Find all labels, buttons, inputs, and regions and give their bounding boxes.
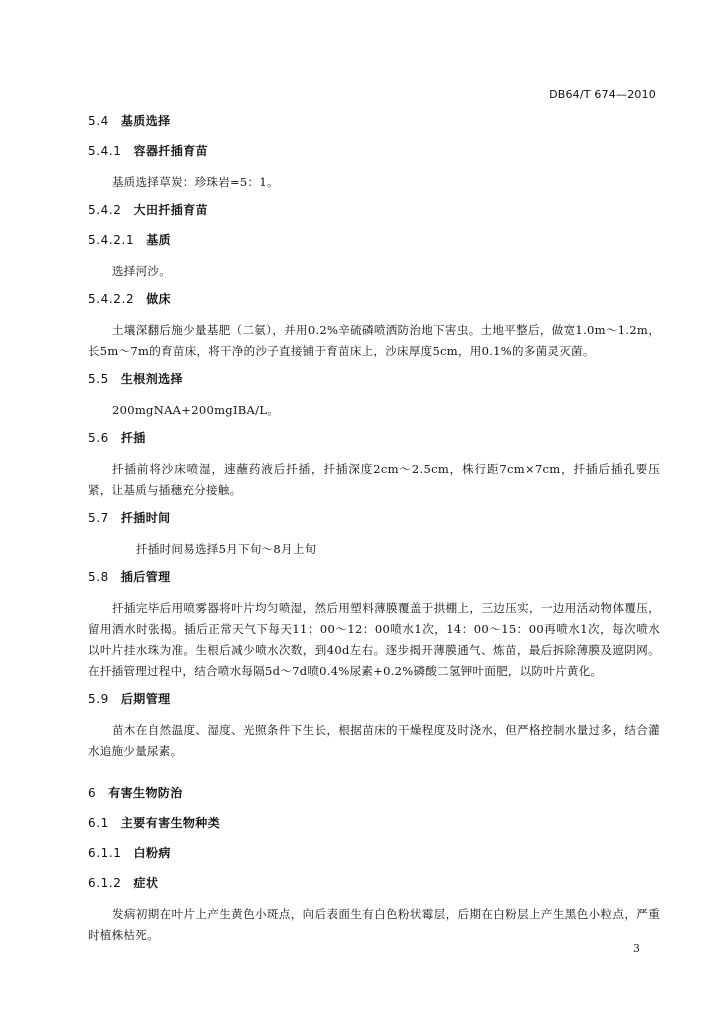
section-heading [88, 784, 660, 802]
section-title: 基质 [146, 233, 171, 247]
section-heading [88, 844, 660, 862]
section-number: 6.1.2 [88, 876, 122, 890]
section-title: 容器扦插育苗 [133, 144, 208, 158]
section-title: 扦插 [120, 431, 146, 445]
section-heading [88, 201, 660, 219]
paragraph: 基质选择草炭：珍珠岩=5：1。 [112, 175, 279, 189]
section-title: 有害生物防治 [108, 786, 183, 800]
section-heading [88, 814, 660, 832]
section-title: 症状 [133, 876, 159, 890]
section-heading [88, 112, 660, 130]
section-title: 白粉病 [133, 846, 171, 860]
section-heading [88, 290, 660, 308]
paragraph: 扦插完毕后用喷雾器将叶片均匀喷湿，然后用塑料薄膜覆盖于拱棚上，三边压实，一边用活动物体覆压，留用洒水时张揭。插后正常天气下每天11：00～12：00喷水1次，14：00～15：00再喷水1次，每次喷水以叶片挂水珠为准。生根后减少喷水次数，到40d左右。逐步揭开薄膜通气、炼苗，最后拆除薄膜及遮阴网。在扦插管理过程中，结合喷水每隔5d～7d喷0.4%尿素+0.2%磷酸二氢钾叶面肥，以防叶片黄化。 [88, 601, 660, 678]
section-title: 做床 [146, 292, 171, 306]
section-heading [88, 690, 660, 708]
section-title: 大田扦插育苗 [133, 203, 208, 217]
section-heading [88, 568, 660, 586]
section-heading [88, 509, 660, 527]
section-number: 5.4.2.1 [88, 233, 135, 247]
section-title: 主要有害生物种类 [120, 816, 221, 830]
section-number: 6.1.1 [88, 846, 122, 860]
paragraph: 扦插前将沙床喷湿，速蘸药液后扦插，扦插深度2cm～2.5cm，株行距7cm×7cm，扦插后插孔要压紧，让基质与插穗充分接触。 [88, 462, 660, 497]
section-heading [88, 142, 660, 160]
paragraph: 土壤深翻后施少量基肥（二氨），并用0.2%辛硫磷喷洒防治地下害虫。土地平整后，做宽1.0m～1.2m，长5m～7m的育苗床，将干净的沙子直接铺于育苗床上，沙床厚度5cm，用0.1%的多菌灵灭菌。 [88, 323, 660, 358]
section-heading [88, 231, 660, 249]
section-heading [88, 874, 660, 892]
section-number: 5.5 [88, 372, 109, 386]
section-heading [88, 370, 660, 388]
section-number: 5.4.2.2 [88, 292, 135, 306]
section-title: 基质选择 [120, 114, 171, 128]
standard-code: DB64/T 674—2010 [549, 88, 656, 101]
section-number: 5.4.1 [88, 144, 122, 158]
section-title: 后期管理 [120, 692, 171, 706]
section-number: 5.8 [88, 570, 109, 584]
paragraph: 扦插时间易选择5月下旬～8月上旬 [136, 542, 317, 556]
section-number: 5.9 [88, 692, 109, 706]
paragraph: 200mgNAA+200mgIBA/L。 [112, 403, 280, 417]
section-title: 插后管理 [120, 570, 171, 584]
section-number: 5.7 [88, 511, 109, 525]
document-body [88, 112, 660, 954]
section-title: 生根剂选择 [120, 372, 183, 386]
section-number: 6 [88, 786, 97, 800]
paragraph: 苗木在自然温度、湿度、光照条件下生长，根据苗床的干燥程度及时浇水，但严格控制水量过多，结合灌水追施少量尿素。 [88, 723, 660, 758]
paragraph: 选择河沙。 [112, 264, 171, 278]
section-number: 6.1 [88, 816, 109, 830]
paragraph: 发病初期在叶片上产生黄色小斑点，向后表面生有白色粉状霉层，后期在白粉层上产生黑色小粒点，严重时植株枯死。 [88, 907, 660, 942]
section-number: 5.4 [88, 114, 109, 128]
section-gap [88, 770, 660, 784]
section-title: 扦插时间 [120, 511, 171, 525]
page-number: 3 [633, 942, 640, 955]
section-number: 5.4.2 [88, 203, 122, 217]
section-number: 5.6 [88, 431, 109, 445]
section-heading [88, 429, 660, 447]
